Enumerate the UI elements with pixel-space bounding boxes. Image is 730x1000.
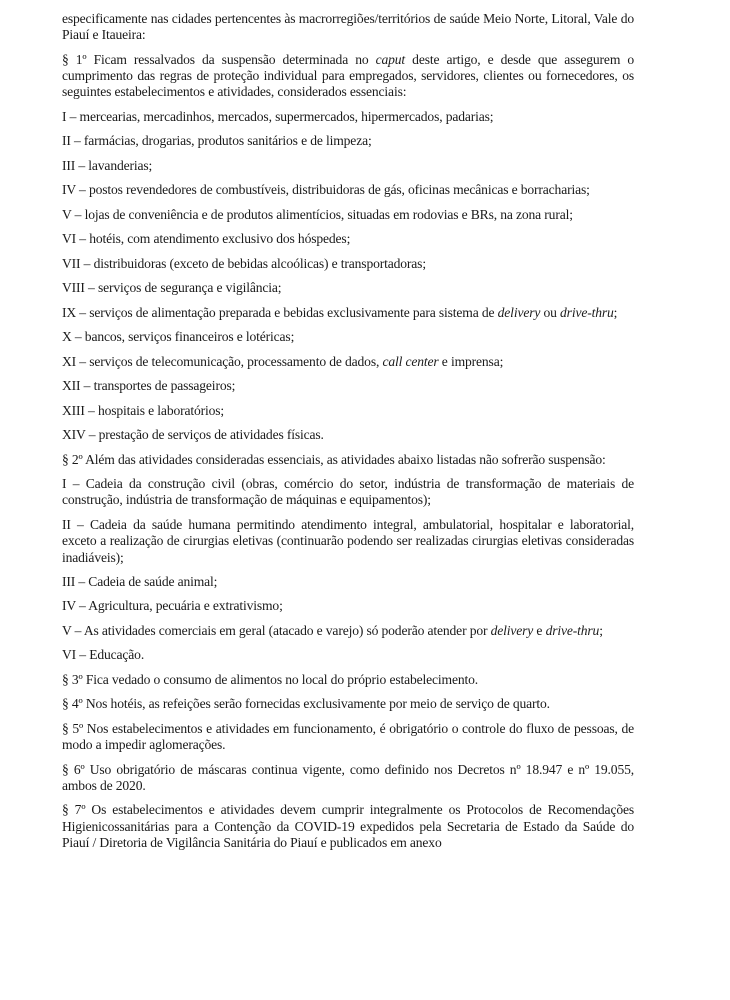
text-segment: § 2º Além das atividades consideradas essenciais, as atividades abaixo listadas não sofrerão suspensão: <box>62 451 606 467</box>
paragraph-par-4 <box>62 696 634 712</box>
text-segment: IX – serviços de alimentação preparada e bebidas exclusivamente para sistema de <box>62 304 498 320</box>
text-segment: e <box>533 622 546 638</box>
paragraph-par-1-viii <box>62 280 634 296</box>
text-segment: V – lojas de conveniência e de produtos alimentícios, situadas em rodovias e BRs, na zona rural; <box>62 206 573 222</box>
text-segment: V – As atividades comerciais em geral (atacado e varejo) só poderão atender por <box>62 622 491 638</box>
italic-term: drive-thru <box>560 304 614 320</box>
paragraph-par-3 <box>62 672 634 688</box>
text-segment: XIII – hospitais e laboratórios; <box>62 402 225 418</box>
text-segment: VI – Educação. <box>62 647 145 663</box>
paragraph-par-2-v <box>62 623 634 639</box>
paragraph-par-1-xii <box>62 378 634 394</box>
document-page <box>62 11 634 860</box>
paragraph-par-1-v <box>62 207 634 223</box>
text-segment: XII – transportes de passageiros; <box>62 378 236 394</box>
text-segment: I – mercearias, mercadinhos, mercados, supermercados, hipermercados, padarias; <box>62 108 494 124</box>
text-segment: II – farmácias, drogarias, produtos sanitários e de limpeza; <box>62 133 372 149</box>
italic-term: delivery <box>497 304 541 320</box>
text-segment: § 6º Uso obrigatório de máscaras continua vigente, como definido nos Decretos nº 18.947 e nº 19.055, ambos de 2020. <box>62 761 634 793</box>
italic-term: call center <box>382 353 439 369</box>
text-segment: § 7º Os estabelecimentos e atividades devem cumprir integralmente os Protocolos de Recomendações Higienicossanitárias para a Contenção da COVID-19 expedidos pela Secretaria de Estado da Saúde do Piauí / Diretoria de Vigilância Sanitária do Piauí e publicados em anexo <box>62 802 634 851</box>
text-segment: VII – distribuidoras (exceto de bebidas alcoólicas) e transportadoras; <box>62 255 426 271</box>
italic-term: caput <box>375 51 406 67</box>
paragraph-par-1-iv <box>62 182 634 198</box>
text-segment: § 1º Ficam ressalvados da suspensão determinada no <box>62 51 376 67</box>
text-segment: X – bancos, serviços financeiros e lotéricas; <box>62 329 295 345</box>
paragraph-par-1-xiii <box>62 403 634 419</box>
text-segment: I – Cadeia da construção civil (obras, comércio do setor, indústria de transformação de materiais de construção, indústria de transformação de máquinas e equipamentos); <box>62 476 634 508</box>
text-segment: ou <box>540 304 561 320</box>
paragraph-par-1-vi <box>62 231 634 247</box>
text-segment: XIV – prestação de serviços de atividades físicas. <box>62 427 324 443</box>
text-segment: IV – postos revendedores de combustíveis, distribuidoras de gás, oficinas mecânicas e borracharias; <box>62 182 590 198</box>
paragraph-par-1-ii <box>62 133 634 149</box>
text-segment: XI – serviços de telecomunicação, processamento de dados, <box>62 353 383 369</box>
paragraph-par-2-iii <box>62 574 634 590</box>
text-segment: ; <box>599 622 603 638</box>
paragraph-par-2-ii <box>62 517 634 566</box>
paragraph-par-5 <box>62 721 634 754</box>
italic-term: delivery <box>490 622 534 638</box>
text-segment: ; <box>613 304 618 320</box>
paragraph-par-1-i <box>62 109 634 125</box>
paragraph-par-7 <box>62 802 634 851</box>
paragraph-par-1-vii <box>62 256 634 272</box>
paragraph-par-6 <box>62 762 634 795</box>
text-segment: e imprensa; <box>438 353 504 369</box>
text-segment: § 4º Nos hotéis, as refeições serão fornecidas exclusivamente por meio de serviço de quarto. <box>62 696 550 712</box>
text-segment: III – Cadeia de saúde animal; <box>62 573 218 589</box>
text-segment: deste artigo, e desde que assegurem o cumprimento das regras de proteção individual para empregados, servidores, clientes ou fornecedores, os seguintes estabelecimentos e atividades, considerados essenciais: <box>62 51 634 100</box>
text-segment: IV – Agricultura, pecuária e extrativismo; <box>62 598 283 614</box>
paragraph-par-1-ix <box>62 305 634 321</box>
text-segment: III – lavanderias; <box>62 157 153 173</box>
paragraph-par-2-iv <box>62 598 634 614</box>
paragraph-par-2-i <box>62 476 634 509</box>
paragraph-par-2 <box>62 452 634 468</box>
text-segment: VI – hotéis, com atendimento exclusivo dos hóspedes; <box>62 231 351 247</box>
text-segment: VIII – serviços de segurança e vigilância; <box>62 280 282 296</box>
paragraph-par-1 <box>62 52 634 101</box>
text-segment: § 5º Nos estabelecimentos e atividades em funcionamento, é obrigatório o controle do fluxo de pessoas, de modo a impedir aglomerações. <box>62 720 634 753</box>
paragraph-par-2-vi <box>62 647 634 663</box>
text-segment: especificamente nas cidades pertencentes às macrorregiões/territórios de saúde Meio Norte, Litoral, Vale do Piauí e Itaueira: <box>62 11 634 43</box>
italic-term: drive-thru <box>545 622 600 638</box>
paragraph-intro <box>62 11 634 44</box>
paragraph-par-1-xiv <box>62 427 634 443</box>
paragraph-par-1-iii <box>62 158 634 174</box>
text-segment: § 3º Fica vedado o consumo de alimentos no local do próprio estabelecimento. <box>62 671 479 687</box>
paragraph-par-1-x <box>62 329 634 345</box>
paragraph-par-1-xi <box>62 354 634 370</box>
text-segment: II – Cadeia da saúde humana permitindo atendimento integral, ambulatorial, hospitalar e laboratorial, exceto a realização de cirurgias eletivas (continuarão podendo ser realizadas cirurgias eletivas consideradas inadiáveis); <box>62 516 634 565</box>
